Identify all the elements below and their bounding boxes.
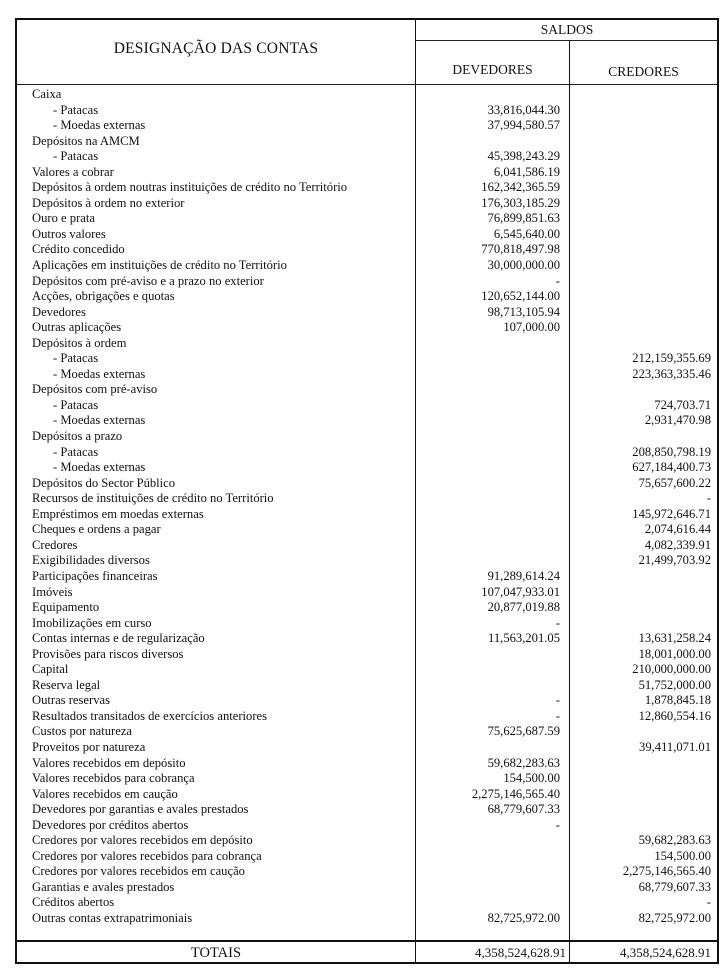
account-label: Devedores [32,304,86,319]
devedores-value: 6,041,586.19 [493,164,560,179]
account-label: Depósitos com pré-aviso e a prazo no exterior [32,273,264,288]
devedores-value: 91,289,614.24 [487,568,560,583]
devedores-value: 37,994,580.57 [487,118,560,133]
table-row [17,351,717,367]
account-label: Crédito concedido [32,242,125,257]
account-label: Valores a cobrar [32,164,114,179]
credores-value: 59,682,283.63 [638,833,711,848]
account-label: Cheques e ordens a pagar [32,522,161,537]
devedores-value: 45,398,243.29 [487,149,560,164]
devedores-value: - [555,693,560,708]
account-label: Reserva legal [32,677,101,692]
credores-value: 82,725,972.00 [638,910,711,925]
table-row [17,740,717,756]
devedores-value: 33,816,044.30 [487,102,560,117]
account-label: Valores recebidos em depósito [32,755,186,770]
account-label: Depósitos à ordem noutras instituições de crédito no Território [32,180,348,195]
table-row [17,460,717,476]
table-row [17,227,717,243]
credores-value: 39,411,071.01 [639,739,711,754]
table-row [17,849,717,865]
table-row [17,585,717,601]
account-label: Contas internas e de regularização [32,631,205,646]
devedores-value: 176,303,185.29 [481,195,560,210]
table-row [17,476,717,492]
devedores-value: 20,877,019.88 [487,600,560,615]
account-label: Ouro e prata [32,211,95,226]
credores-value: 2,275,146,565.40 [622,864,711,879]
account-label: - Patacas [53,149,99,164]
account-label: Credores por valores recebidos em depósito [32,833,253,848]
table-row [17,118,717,134]
table-row [17,662,717,678]
table-body [17,84,717,940]
credores-value: 4,082,339.91 [644,537,711,552]
account-label: Outras reservas [32,693,110,708]
account-label: Recursos de instituições de crédito no Território [32,491,274,506]
account-label: Imóveis [32,584,73,599]
table-row [17,382,717,398]
table-row [17,320,717,336]
account-label: Devedores por garantias e avales prestados [32,802,249,817]
account-label: Capital [32,662,69,677]
table-row [17,771,717,787]
account-label: Garantias e avales prestados [32,879,175,894]
credores-value: 627,184,400.73 [632,460,711,475]
credores-value: 21,499,703.92 [638,553,711,568]
account-label: Provisões para riscos diversos [32,646,184,661]
credores-value: 75,657,600.22 [638,475,711,490]
account-label: Aplicações em instituições de crédito no Território [32,258,287,273]
totals-credores: 4,358,524,628.91 [569,942,717,964]
table-row [17,196,717,212]
table-row [17,616,717,632]
table-row [17,818,717,834]
table-row [17,336,717,352]
table-row [17,864,717,880]
account-label: Exigibilidades diversos [32,553,150,568]
credores-value: 154,500.00 [654,848,711,863]
credores-value: 1,878,845.18 [644,693,711,708]
table-row [17,553,717,569]
table-row [17,507,717,523]
table-row [17,367,717,383]
devedores-value: 98,713,105.94 [487,304,560,319]
devedores-value: 75,625,687.59 [487,724,560,739]
table-row [17,647,717,663]
credores-value: 2,931,470.98 [644,413,711,428]
account-label: Equipamento [32,600,100,615]
credores-value: 18,001,000.00 [638,646,711,661]
credores-value: - [706,895,711,910]
table-row [17,569,717,585]
table-row [17,724,717,740]
account-label: Depósitos a prazo [32,429,123,444]
table-row [17,880,717,896]
credores-value: 145,972,646.71 [632,506,711,521]
credores-value: - [706,491,711,506]
table-row [17,491,717,507]
table-row [17,87,717,103]
table-row [17,445,717,461]
devedores-value: 107,000.00 [503,320,560,335]
table-row [17,180,717,196]
table-row [17,911,717,927]
devedores-value: - [555,273,560,288]
table-row [17,522,717,538]
account-label: Outras contas extrapatrimoniais [32,910,193,925]
account-label: Depósitos do Sector Público [32,475,176,490]
account-label: Depósitos à ordem [32,335,127,350]
credores-value: 2,074,616.44 [644,522,711,537]
account-label: - Moedas externas [53,366,146,381]
table-row [17,678,717,694]
account-label: - Patacas [53,351,99,366]
table-row [17,398,717,414]
table-row [17,305,717,321]
table-row [17,709,717,725]
devedores-value: 154,500.00 [503,771,560,786]
table-row [17,289,717,305]
account-label: Valores recebidos em caução [32,786,178,801]
table-row [17,413,717,429]
table-row [17,242,717,258]
balance-sheet-table [15,18,719,964]
table-row [17,149,717,165]
table-header [17,20,717,85]
account-label: - Patacas [53,444,99,459]
account-label: Custos por natureza [32,724,133,739]
table-row [17,429,717,445]
account-label: Credores por valores recebidos em caução [32,864,245,879]
account-label: Créditos abertos [32,895,115,910]
header-saldos: SALDOS [415,20,718,41]
devedores-value: 11,563,201.05 [488,631,560,646]
account-label: - Moedas externas [53,413,146,428]
account-label: - Moedas externas [53,460,146,475]
account-label: Outras aplicações [32,320,122,335]
credores-value: 51,752,000.00 [638,677,711,692]
credores-value: 13,631,258.24 [638,631,711,646]
account-label: Participações financeiras [32,568,158,583]
devedores-value: - [555,615,560,630]
credores-value: 724,703.71 [654,397,711,412]
account-label: Caixa [32,87,62,101]
devedores-value: 68,779,607.33 [487,802,560,817]
table-row [17,833,717,849]
credores-value: 68,779,607.33 [638,879,711,894]
account-label: Depósitos na AMCM [32,133,140,148]
table-row [17,258,717,274]
header-designacao: DESIGNAÇÃO DAS CONTAS [113,40,319,57]
account-label: Empréstimos em moedas externas [32,506,204,521]
devedores-value: 82,725,972.00 [487,910,560,925]
credores-value: 12,860,554.16 [638,708,711,723]
table-row [17,600,717,616]
account-label: - Moedas externas [53,118,146,133]
account-label: Resultados transitados de exercícios anteriores [32,708,268,723]
devedores-value: 30,000,000.00 [487,258,560,273]
account-label: Acções, obrigações e quotas [32,289,175,304]
table-row [17,802,717,818]
account-label: Proveitos por natureza [32,739,146,754]
totals-row [17,940,717,964]
table-row [17,538,717,554]
account-label: Valores recebidos para cobrança [32,771,195,786]
account-label: Imobilizações em curso [32,615,152,630]
table-row [17,787,717,803]
totals-label: TOTAIS [190,945,242,961]
table-row [17,693,717,709]
table-row [17,103,717,119]
table-row [17,895,717,911]
credores-value: 223,363,335.46 [632,366,711,381]
devedores-value: 76,899,851.63 [487,211,560,226]
account-label: Depósitos à ordem no exterior [32,195,185,210]
table-row [17,165,717,181]
account-label: - Patacas [53,397,99,412]
account-label: Credores por valores recebidos para cobrança [32,848,262,863]
totals-devedores: 4,358,524,628.91 [415,942,569,964]
account-label: Depósitos com pré-aviso [32,382,158,397]
account-label: Outros valores [32,226,106,241]
devedores-value: 162,342,365.59 [481,180,560,195]
account-label: Devedores por créditos abertos [32,817,189,832]
table-row [17,211,717,227]
table-row [17,274,717,290]
account-label: - Patacas [53,102,99,117]
credores-value: 208,850,798.19 [632,444,711,459]
table-row [17,134,717,150]
devedores-value: 107,047,933.01 [481,584,560,599]
table-row [17,756,717,772]
devedores-value: 770,818,497.98 [481,242,560,257]
account-label: Credores [32,537,78,552]
devedores-value: 120,652,144.00 [481,289,560,304]
devedores-value: - [555,817,560,832]
header-credores: CREDORES [569,40,717,84]
devedores-value: 2,275,146,565.40 [471,786,560,801]
devedores-value: - [555,708,560,723]
devedores-value: 6,545,640.00 [493,226,560,241]
credores-value: 210,000,000.00 [632,662,711,677]
account-rows [17,87,717,927]
table-row [17,631,717,647]
credores-value: 212,159,355.69 [632,351,711,366]
devedores-value: 59,682,283.63 [487,755,560,770]
header-devedores: DEVEDORES [415,40,569,84]
